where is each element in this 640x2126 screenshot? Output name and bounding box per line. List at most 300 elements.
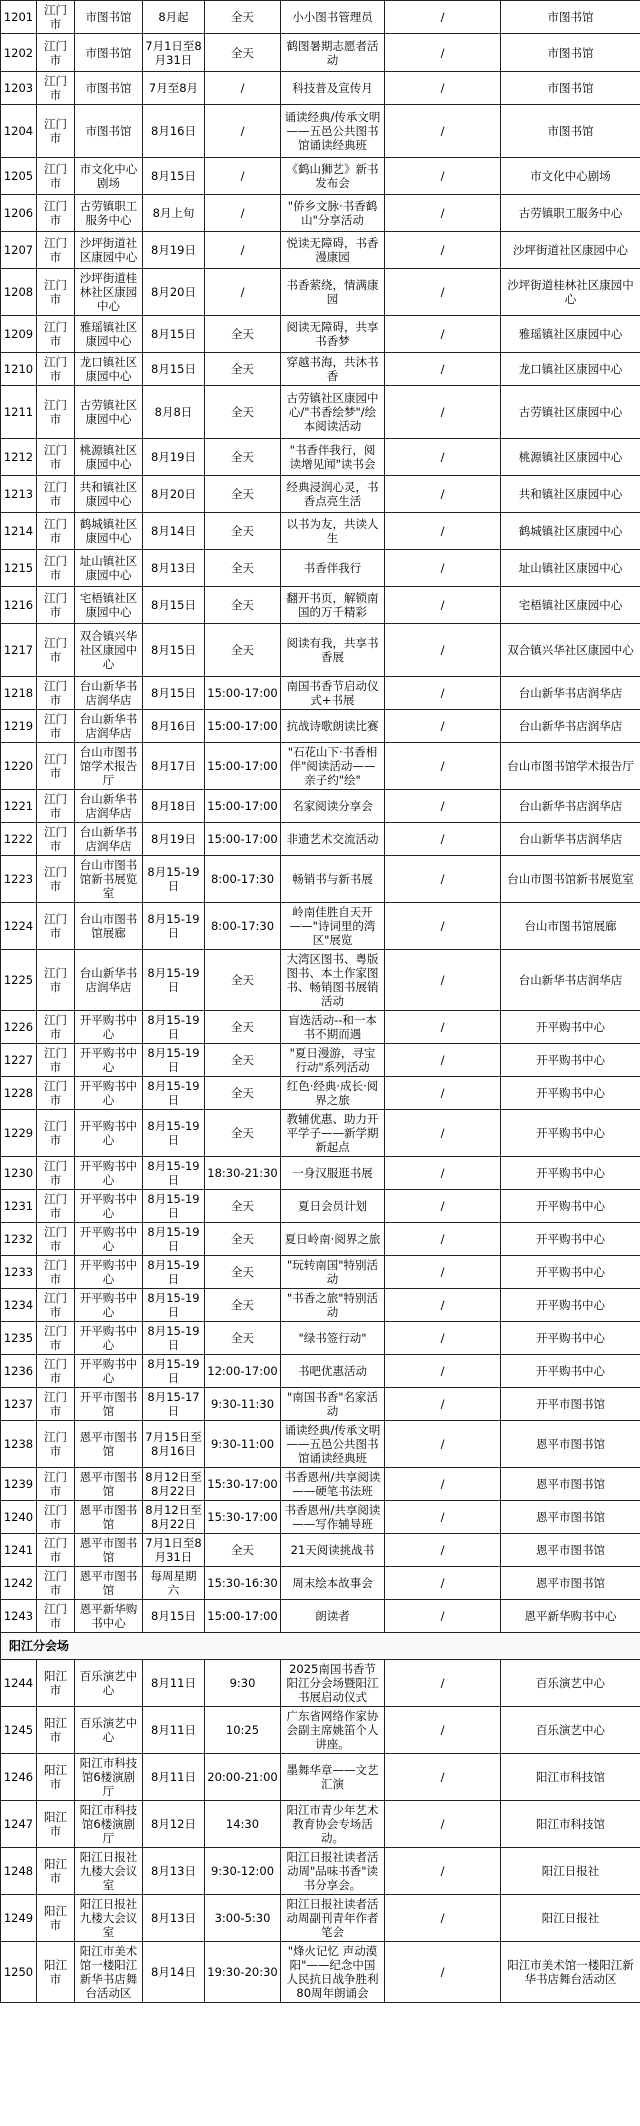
venue-cell: 龙口镇社区康园中心 [75, 353, 143, 386]
activity-name-cell: 一身汉服逛书展 [281, 1157, 385, 1190]
venue-cell: 阳江日报社九楼大会议室 [75, 1848, 143, 1895]
row-number: 1234 [1, 1289, 37, 1322]
fee-cell: / [385, 1600, 501, 1633]
row-number: 1209 [1, 316, 37, 353]
time-cell: 9:30-12:00 [205, 1848, 281, 1895]
activity-name-cell: 阳江市青少年艺术教育协会专场活动。 [281, 1801, 385, 1848]
row-number: 1218 [1, 677, 37, 710]
city-cell: 江门市 [37, 1421, 75, 1468]
venue-cell: 台山市图书馆展廊 [75, 903, 143, 950]
time-cell: 全天 [205, 1110, 281, 1157]
activity-name-cell: 抗战诗歌朗读比赛 [281, 710, 385, 743]
date-cell: 8月15日 [143, 158, 205, 195]
fee-cell: / [385, 1660, 501, 1707]
city-cell: 江门市 [37, 1600, 75, 1633]
date-cell: 8月15-19日 [143, 950, 205, 1011]
fee-cell: / [385, 232, 501, 269]
table-row [1, 1157, 640, 1190]
table-row [1, 1848, 640, 1895]
table-row [1, 903, 640, 950]
city-cell: 江门市 [37, 1256, 75, 1289]
time-cell: 9:30-11:00 [205, 1421, 281, 1468]
activity-name-cell: 教辅优惠、助力开平学子——新学期新起点 [281, 1110, 385, 1157]
city-cell: 江门市 [37, 34, 75, 72]
date-cell: 8月15-19日 [143, 856, 205, 903]
time-cell: 全天 [205, 1190, 281, 1223]
table-row [1, 353, 640, 386]
activity-name-cell: 阳江日报社读者活动周副刊青年作者笔会 [281, 1895, 385, 1942]
venue-cell: 开平购书中心 [75, 1011, 143, 1044]
row-number: 1236 [1, 1355, 37, 1388]
time-cell: / [205, 195, 281, 232]
organizer-cell: 市图书馆 [501, 34, 640, 72]
date-cell: 8月18日 [143, 790, 205, 823]
city-cell: 江门市 [37, 72, 75, 105]
city-cell: 江门市 [37, 476, 75, 513]
city-cell: 阳江市 [37, 1801, 75, 1848]
date-cell: 8月20日 [143, 269, 205, 316]
city-cell: 江门市 [37, 903, 75, 950]
row-number: 1243 [1, 1600, 37, 1633]
city-cell: 江门市 [37, 1355, 75, 1388]
organizer-cell: 市文化中心剧场 [501, 158, 640, 195]
organizer-cell: 开平购书中心 [501, 1044, 640, 1077]
row-number: 1239 [1, 1468, 37, 1501]
row-number: 1228 [1, 1077, 37, 1110]
city-cell: 江门市 [37, 1011, 75, 1044]
venue-cell: 开平购书中心 [75, 1190, 143, 1223]
row-number: 1223 [1, 856, 37, 903]
fee-cell: / [385, 550, 501, 587]
fee-cell: / [385, 1388, 501, 1421]
time-cell: 15:00-17:00 [205, 823, 281, 856]
organizer-cell: 开平购书中心 [501, 1322, 640, 1355]
activity-name-cell: 大湾区图书、粤版图书、本土作家图书、畅销图书展销活动 [281, 950, 385, 1011]
organizer-cell: 址山镇社区康园中心 [501, 550, 640, 587]
date-cell: 8月上旬 [143, 195, 205, 232]
city-cell: 江门市 [37, 1468, 75, 1501]
row-number: 1212 [1, 439, 37, 476]
venue-cell: 开平购书中心 [75, 1355, 143, 1388]
table-row [1, 1223, 640, 1256]
row-number: 1216 [1, 587, 37, 624]
row-number: 1206 [1, 195, 37, 232]
time-cell: 15:00-17:00 [205, 1600, 281, 1633]
date-cell: 8月15-19日 [143, 1223, 205, 1256]
row-number: 1225 [1, 950, 37, 1011]
fee-cell: / [385, 1190, 501, 1223]
fee-cell: / [385, 856, 501, 903]
activity-name-cell: "书香之旅"特别活动 [281, 1289, 385, 1322]
city-cell: 江门市 [37, 1190, 75, 1223]
organizer-cell: 阳江市科技馆 [501, 1801, 640, 1848]
table-row [1, 105, 640, 158]
activity-name-cell: "绿书签行动" [281, 1322, 385, 1355]
activity-name-cell: 南国书香节启动仪式+书展 [281, 677, 385, 710]
section-header-row [1, 1633, 640, 1660]
activity-name-cell: 阅读无障碍，共享书香梦 [281, 316, 385, 353]
venue-cell: 市图书馆 [75, 34, 143, 72]
venue-cell: 沙坪街道社区康园中心 [75, 232, 143, 269]
fee-cell: / [385, 439, 501, 476]
organizer-cell: 恩平市图书馆 [501, 1421, 640, 1468]
table-row [1, 1501, 640, 1534]
row-number: 1227 [1, 1044, 37, 1077]
table-row [1, 1895, 640, 1942]
activity-name-cell: "书香伴我行，阅读增见闻"读书会 [281, 439, 385, 476]
date-cell: 8月16日 [143, 710, 205, 743]
organizer-cell: 百乐演艺中心 [501, 1660, 640, 1707]
organizer-cell: 市图书馆 [501, 72, 640, 105]
organizer-cell: 古劳镇职工服务中心 [501, 195, 640, 232]
city-cell: 阳江市 [37, 1895, 75, 1942]
row-number: 1229 [1, 1110, 37, 1157]
city-cell: 江门市 [37, 587, 75, 624]
activity-name-cell: 以书为友，共读人生 [281, 513, 385, 550]
activity-name-cell: 科技普及宣传月 [281, 72, 385, 105]
venue-cell: 市图书馆 [75, 72, 143, 105]
venue-cell: 共和镇社区康园中心 [75, 476, 143, 513]
activity-name-cell: 穿越书海，共沐书香 [281, 353, 385, 386]
organizer-cell: 台山市图书馆新书展览室 [501, 856, 640, 903]
time-cell: 全天 [205, 1223, 281, 1256]
organizer-cell: 龙口镇社区康园中心 [501, 353, 640, 386]
table-row [1, 550, 640, 587]
venue-cell: 开平市图书馆 [75, 1388, 143, 1421]
activity-name-cell: 书香恩州/共享阅读——写作辅导班 [281, 1501, 385, 1534]
time-cell: 全天 [205, 1256, 281, 1289]
time-cell: 15:30-17:00 [205, 1501, 281, 1534]
fee-cell: / [385, 1355, 501, 1388]
time-cell: 9:30-11:30 [205, 1388, 281, 1421]
row-number: 1213 [1, 476, 37, 513]
time-cell: 全天 [205, 34, 281, 72]
table-row [1, 1256, 640, 1289]
organizer-cell: 恩平市图书馆 [501, 1501, 640, 1534]
organizer-cell: 阳江日报社 [501, 1895, 640, 1942]
venue-cell: 台山新华书店润华店 [75, 677, 143, 710]
activity-name-cell: 墨舞华章——文艺汇演 [281, 1754, 385, 1801]
date-cell: 8月起 [143, 1, 205, 34]
row-number: 1205 [1, 158, 37, 195]
city-cell: 江门市 [37, 386, 75, 439]
venue-cell: 台山市图书馆新书展览室 [75, 856, 143, 903]
time-cell: 8:00-17:30 [205, 903, 281, 950]
time-cell: 8:00-17:30 [205, 856, 281, 903]
venue-cell: 址山镇社区康园中心 [75, 550, 143, 587]
date-cell: 8月15日 [143, 587, 205, 624]
table-row [1, 1322, 640, 1355]
organizer-cell: 恩平市图书馆 [501, 1468, 640, 1501]
activity-name-cell: 鹤图暑期志愿者活动 [281, 34, 385, 72]
fee-cell: / [385, 1468, 501, 1501]
venue-cell: 阳江市美术馆一楼阳江新华书店舞台活动区 [75, 1942, 143, 2003]
time-cell: 12:00-17:00 [205, 1355, 281, 1388]
table-row [1, 195, 640, 232]
organizer-cell: 开平购书中心 [501, 1256, 640, 1289]
date-cell: 7月1日至8月31日 [143, 1534, 205, 1567]
city-cell: 阳江市 [37, 1848, 75, 1895]
venue-cell: 阳江日报社九楼大会议室 [75, 1895, 143, 1942]
table-row [1, 823, 640, 856]
date-cell: 8月19日 [143, 439, 205, 476]
activity-name-cell: 盲选活动--和一本书不期而遇 [281, 1011, 385, 1044]
row-number: 1250 [1, 1942, 37, 2003]
table-row [1, 1190, 640, 1223]
activity-name-cell: "南国书香"名家活动 [281, 1388, 385, 1421]
time-cell: / [205, 232, 281, 269]
organizer-cell: 古劳镇社区康园中心 [501, 386, 640, 439]
date-cell: 8月15-19日 [143, 1011, 205, 1044]
city-cell: 江门市 [37, 1110, 75, 1157]
venue-cell: 双合镇兴华社区康园中心 [75, 624, 143, 677]
fee-cell: / [385, 158, 501, 195]
city-cell: 江门市 [37, 1077, 75, 1110]
activity-name-cell: "烽火记忆 声动漠阳"——纪念中国人民抗日战争胜利80周年朗诵会 [281, 1942, 385, 2003]
city-cell: 江门市 [37, 439, 75, 476]
venue-cell: 宅梧镇社区康园中心 [75, 587, 143, 624]
date-cell: 8月15-19日 [143, 1157, 205, 1190]
time-cell: / [205, 158, 281, 195]
row-number: 1245 [1, 1707, 37, 1754]
table-row [1, 269, 640, 316]
activity-name-cell: 古劳镇社区康园中心/"书香绘梦"/绘本阅读活动 [281, 386, 385, 439]
fee-cell: / [385, 195, 501, 232]
table-row [1, 1388, 640, 1421]
organizer-cell: 台山新华书店润华店 [501, 950, 640, 1011]
row-number: 1204 [1, 105, 37, 158]
activity-name-cell: 《鹤山狮艺》新书发布会 [281, 158, 385, 195]
time-cell: 15:00-17:00 [205, 710, 281, 743]
city-cell: 江门市 [37, 1289, 75, 1322]
fee-cell: / [385, 743, 501, 790]
activity-name-cell: 书香萦绕，情满康园 [281, 269, 385, 316]
row-number: 1220 [1, 743, 37, 790]
time-cell: 3:00-5:30 [205, 1895, 281, 1942]
venue-cell: 台山新华书店润华店 [75, 823, 143, 856]
city-cell: 江门市 [37, 710, 75, 743]
organizer-cell: 台山市图书馆学术报告厅 [501, 743, 640, 790]
fee-cell: / [385, 624, 501, 677]
date-cell: 7月1日至8月31日 [143, 34, 205, 72]
row-number: 1207 [1, 232, 37, 269]
row-number: 1217 [1, 624, 37, 677]
venue-cell: 雅瑶镇社区康园中心 [75, 316, 143, 353]
row-number: 1208 [1, 269, 37, 316]
row-number: 1230 [1, 1157, 37, 1190]
city-cell: 阳江市 [37, 1660, 75, 1707]
fee-cell: / [385, 1, 501, 34]
activity-name-cell: "玩转南国"特别活动 [281, 1256, 385, 1289]
row-number: 1215 [1, 550, 37, 587]
table-row [1, 790, 640, 823]
row-number: 1241 [1, 1534, 37, 1567]
time-cell: 全天 [205, 1534, 281, 1567]
date-cell: 8月15日 [143, 353, 205, 386]
date-cell: 8月16日 [143, 105, 205, 158]
time-cell: 全天 [205, 1044, 281, 1077]
venue-cell: 古劳镇职工服务中心 [75, 195, 143, 232]
venue-cell: 恩平新华购书中心 [75, 1600, 143, 1633]
fee-cell: / [385, 269, 501, 316]
table-row [1, 1567, 640, 1600]
row-number: 1249 [1, 1895, 37, 1942]
table-row [1, 34, 640, 72]
venue-cell: 沙坪街道桂林社区康园中心 [75, 269, 143, 316]
venue-cell: 开平购书中心 [75, 1110, 143, 1157]
row-number: 1222 [1, 823, 37, 856]
venue-cell: 鹤城镇社区康园中心 [75, 513, 143, 550]
organizer-cell: 宅梧镇社区康园中心 [501, 587, 640, 624]
time-cell: / [205, 269, 281, 316]
date-cell: 8月12日至8月22日 [143, 1501, 205, 1534]
date-cell: 8月15日 [143, 624, 205, 677]
activity-name-cell: "侨乡文脉·书香鹤山"分享活动 [281, 195, 385, 232]
city-cell: 江门市 [37, 743, 75, 790]
fee-cell: / [385, 1942, 501, 2003]
row-number: 1233 [1, 1256, 37, 1289]
venue-cell: 台山市图书馆学术报告厅 [75, 743, 143, 790]
city-cell: 江门市 [37, 1223, 75, 1256]
row-number: 1224 [1, 903, 37, 950]
city-cell: 江门市 [37, 1534, 75, 1567]
table-row [1, 743, 640, 790]
time-cell: 全天 [205, 550, 281, 587]
organizer-cell: 桃源镇社区康园中心 [501, 439, 640, 476]
activity-name-cell: 红色·经典·成长·阅界之旅 [281, 1077, 385, 1110]
activity-name-cell: 2025南国书香节阳江分会场暨阳江书展启动仪式 [281, 1660, 385, 1707]
city-cell: 江门市 [37, 856, 75, 903]
organizer-cell: 沙坪街道桂林社区康园中心 [501, 269, 640, 316]
fee-cell: / [385, 790, 501, 823]
fee-cell: / [385, 1011, 501, 1044]
table-row [1, 439, 640, 476]
venue-cell: 恩平市图书馆 [75, 1468, 143, 1501]
activity-name-cell: 诵读经典/传承文明——五邑公共图书馆诵读经典班 [281, 105, 385, 158]
organizer-cell: 沙坪街道社区康园中心 [501, 232, 640, 269]
organizer-cell: 开平购书中心 [501, 1223, 640, 1256]
fee-cell: / [385, 1110, 501, 1157]
table-row [1, 158, 640, 195]
table-row [1, 710, 640, 743]
organizer-cell: 恩平市图书馆 [501, 1567, 640, 1600]
fee-cell: / [385, 1754, 501, 1801]
organizer-cell: 开平购书中心 [501, 1110, 640, 1157]
city-cell: 江门市 [37, 1044, 75, 1077]
time-cell: 全天 [205, 1289, 281, 1322]
time-cell: 全天 [205, 1, 281, 34]
organizer-cell: 开平购书中心 [501, 1190, 640, 1223]
fee-cell: / [385, 1848, 501, 1895]
fee-cell: / [385, 1501, 501, 1534]
city-cell: 阳江市 [37, 1707, 75, 1754]
city-cell: 江门市 [37, 823, 75, 856]
table-row [1, 1421, 640, 1468]
table-row [1, 1534, 640, 1567]
organizer-cell: 开平市图书馆 [501, 1388, 640, 1421]
time-cell: 9:30 [205, 1660, 281, 1707]
table-row [1, 1600, 640, 1633]
city-cell: 江门市 [37, 353, 75, 386]
date-cell: 8月15-19日 [143, 1256, 205, 1289]
city-cell: 江门市 [37, 158, 75, 195]
time-cell: 15:00-17:00 [205, 677, 281, 710]
date-cell: 8月14日 [143, 1942, 205, 2003]
fee-cell: / [385, 587, 501, 624]
row-number: 1203 [1, 72, 37, 105]
row-number: 1226 [1, 1011, 37, 1044]
venue-cell: 台山新华书店润华店 [75, 790, 143, 823]
table-row [1, 1707, 640, 1754]
time-cell: 10:25 [205, 1707, 281, 1754]
venue-cell: 开平购书中心 [75, 1077, 143, 1110]
activity-name-cell: 书香伴我行 [281, 550, 385, 587]
date-cell: 8月8日 [143, 386, 205, 439]
table-row [1, 1754, 640, 1801]
activity-name-cell: 阳江日报社读者活动周"品味书香"读书分享会。 [281, 1848, 385, 1895]
organizer-cell: 恩平市图书馆 [501, 1534, 640, 1567]
fee-cell: / [385, 1895, 501, 1942]
city-cell: 江门市 [37, 1322, 75, 1355]
row-number: 1248 [1, 1848, 37, 1895]
activity-name-cell: 名家阅读分享会 [281, 790, 385, 823]
table-row [1, 1044, 640, 1077]
time-cell: / [205, 72, 281, 105]
date-cell: 8月15日 [143, 677, 205, 710]
activity-name-cell: 翻开书页，解锁南国的万千精彩 [281, 587, 385, 624]
city-cell: 江门市 [37, 1567, 75, 1600]
fee-cell: / [385, 1157, 501, 1190]
city-cell: 江门市 [37, 1388, 75, 1421]
fee-cell: / [385, 710, 501, 743]
fee-cell: / [385, 1322, 501, 1355]
activity-name-cell: 阅读有我，共享书香展 [281, 624, 385, 677]
city-cell: 江门市 [37, 269, 75, 316]
date-cell: 8月15-19日 [143, 1077, 205, 1110]
time-cell: 全天 [205, 1322, 281, 1355]
organizer-cell: 鹤城镇社区康园中心 [501, 513, 640, 550]
date-cell: 8月17日 [143, 743, 205, 790]
fee-cell: / [385, 316, 501, 353]
date-cell: 8月15日 [143, 1600, 205, 1633]
date-cell: 8月13日 [143, 1895, 205, 1942]
activity-name-cell: 小小图书管理员 [281, 1, 385, 34]
table-row [1, 1077, 640, 1110]
fee-cell: / [385, 1289, 501, 1322]
activity-name-cell: 书吧优惠活动 [281, 1355, 385, 1388]
activity-name-cell: 畅销书与新书展 [281, 856, 385, 903]
table-row [1, 950, 640, 1011]
time-cell: 全天 [205, 316, 281, 353]
organizer-cell: 台山市图书馆展廊 [501, 903, 640, 950]
date-cell: 8月15-19日 [143, 1044, 205, 1077]
row-number: 1247 [1, 1801, 37, 1848]
date-cell: 8月13日 [143, 1848, 205, 1895]
venue-cell: 市图书馆 [75, 1, 143, 34]
date-cell: 7月15日至8月16日 [143, 1421, 205, 1468]
venue-cell: 开平购书中心 [75, 1157, 143, 1190]
activity-name-cell: 夏日会员计划 [281, 1190, 385, 1223]
date-cell: 8月15-19日 [143, 1289, 205, 1322]
row-number: 1211 [1, 386, 37, 439]
fee-cell: / [385, 1567, 501, 1600]
time-cell: 15:30-17:00 [205, 1468, 281, 1501]
fee-cell: / [385, 34, 501, 72]
row-number: 1235 [1, 1322, 37, 1355]
time-cell: / [205, 105, 281, 158]
row-number: 1237 [1, 1388, 37, 1421]
organizer-cell: 市图书馆 [501, 1, 640, 34]
